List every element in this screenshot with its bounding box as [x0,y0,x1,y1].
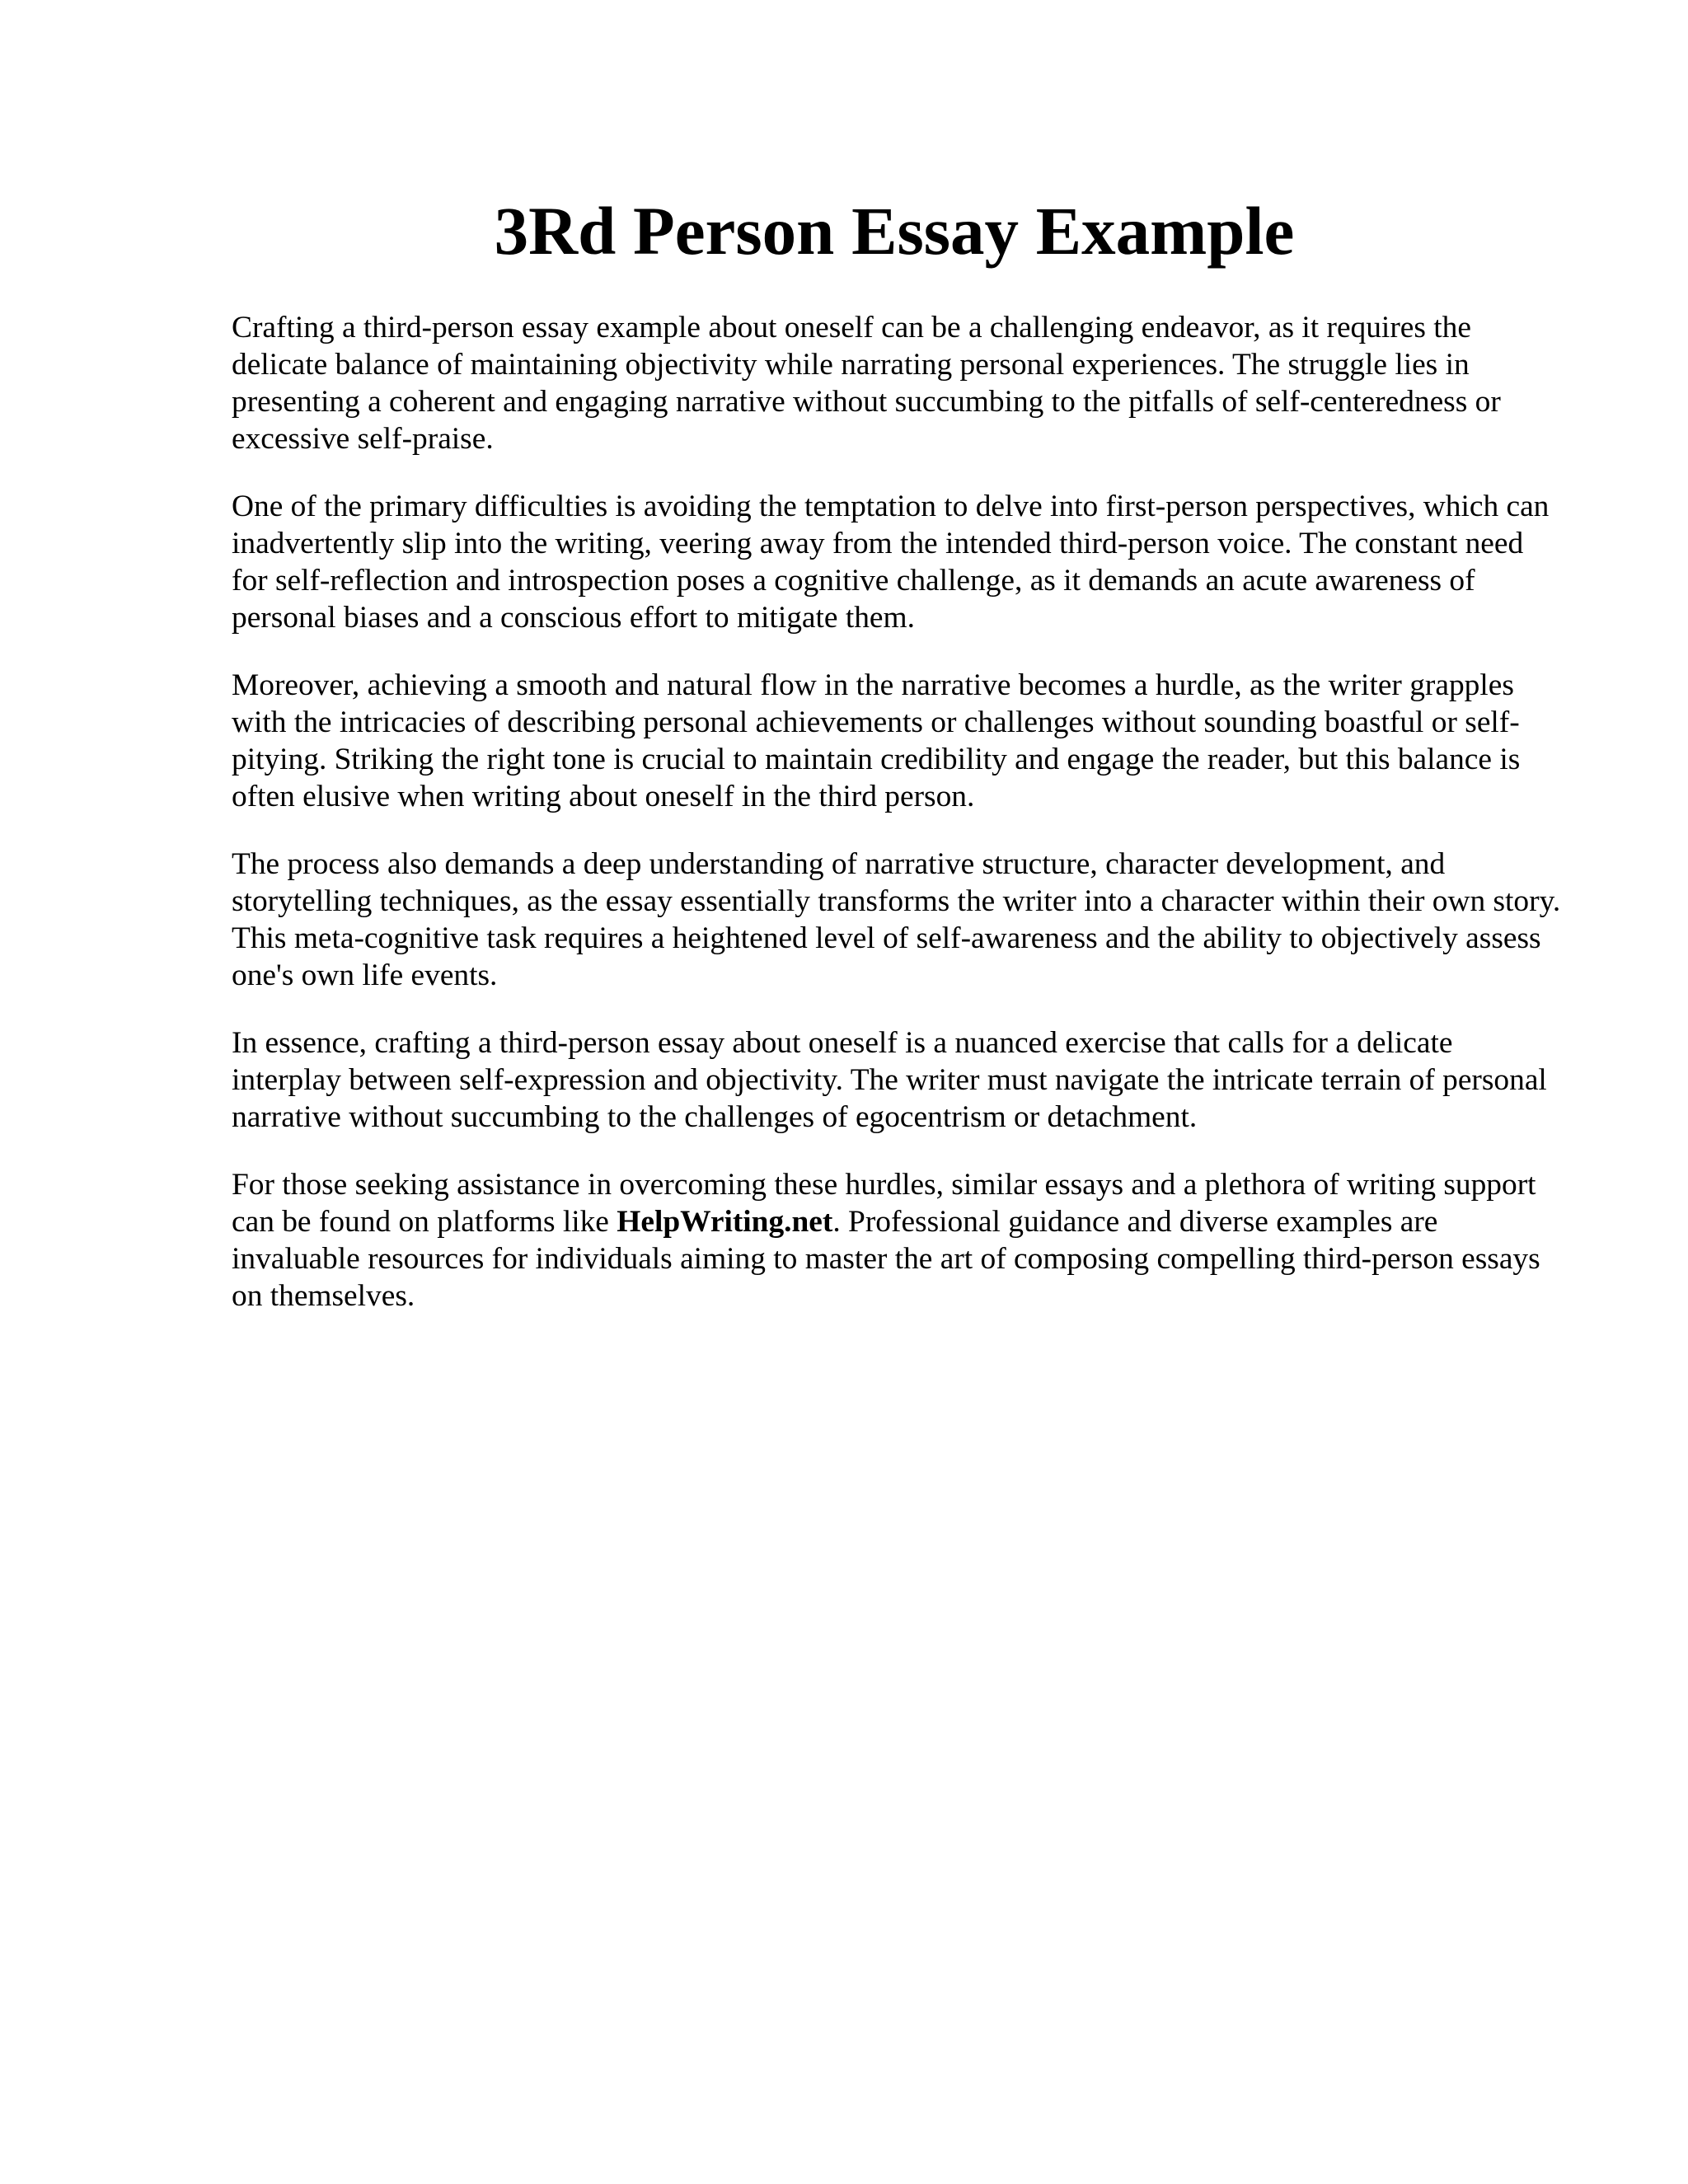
essay-body [232,309,1567,1345]
paragraph-6-text-before: For those seeking assistance in overcoming these hurdles, similar essays and a plethora of writing support can be found on platforms like [232,1168,1536,1239]
page-title: 3Rd Person Essay Example [494,193,1295,269]
paragraph-6 [232,1166,1567,1315]
paragraph-3: Moreover, achieving a smooth and natural flow in the narrative becomes a hurdle, as the writer grapples with the intricacies of describing personal achievements or challenges without sounding boastful or self-pitying. Striking the right tone is crucial to maintain credibility and engage the reader, but this balance is often elusive when writing about oneself in the third person. [232,668,1521,813]
paragraph-5: In essence, crafting a third-person essay about oneself is a nuanced exercise that calls for a delicate interplay between self-expression and objectivity. The writer must navigate the intricate terrain of personal narrative without succumbing to the challenges of egocentrism or detachment. [232,1026,1547,1134]
paragraph-4: The process also demands a deep understanding of narrative structure, character development, and storytelling techniques, as the essay essentially transforms the writer into a character within their own story. This meta-cognitive task requires a heightened level of self-awareness and the ability to objectively assess one's own life events. [232,847,1561,992]
paragraph-1: Crafting a third-person essay example about oneself can be a challenging endeavor, as it requires the delicate balance of maintaining objectivity while narrating personal experiences. The struggle lies in presenting a coherent and engaging narrative without succumbing to the pitfalls of self-centeredness or excessive self-praise. [232,311,1501,456]
paragraph-2: One of the primary difficulties is avoiding the temptation to delve into first-person perspectives, which can inadvertently slip into the writing, veering away from the intended third-person voice. The constant need for self-reflection and introspection poses a cognitive challenge, as it demands an acute awareness of personal biases and a conscious effort to mitigate them. [232,490,1550,635]
paragraph-6-text-after: . Professional guidance and diverse examples are invaluable resources for individuals aiming to master the art of composing compelling third-person essays on themselves. [232,1205,1540,1313]
helpwriting-brand-name: HelpWriting.net [617,1205,833,1239]
